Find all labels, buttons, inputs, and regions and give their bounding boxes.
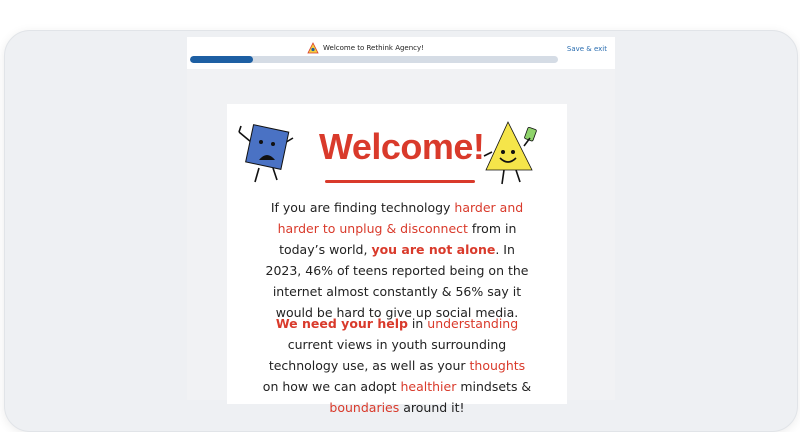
welcome-underline <box>325 180 475 183</box>
save-exit-button[interactable]: Save & exit <box>566 45 607 53</box>
page-title <box>323 41 424 55</box>
app-screen <box>187 37 615 415</box>
intro-text-3: . In 2023, 46% of teens reported being on the internet almost constantly & 56% say it would be hard to give up social media. <box>265 242 529 320</box>
help-highlight-need-help: We need your help <box>275 316 408 331</box>
happy-triangle-character-icon <box>482 116 542 188</box>
progress-bar <box>190 56 558 63</box>
page-title-text: Welcome to Rethink Agency! <box>323 44 424 52</box>
help-text-5: around it! <box>399 400 465 415</box>
intro-highlight-not-alone: you are not alone <box>371 242 496 257</box>
intro-text-1: If you are finding technology <box>270 200 455 215</box>
progress-fill <box>190 56 253 63</box>
welcome-header <box>227 104 567 194</box>
help-text-1: in <box>407 316 428 331</box>
top-bar <box>187 37 615 69</box>
welcome-heading: Welcome! <box>319 126 485 167</box>
help-text-3: on how we can adopt <box>262 379 401 394</box>
intro-highlight-unplug: harder and harder to unplug & disconnect <box>277 200 524 236</box>
help-highlight-healthier: healthier <box>400 379 457 394</box>
help-paragraph <box>262 313 532 418</box>
help-highlight-thoughts: thoughts <box>469 358 526 373</box>
help-text-4: mindsets & <box>456 379 532 394</box>
rethink-logo-icon <box>307 42 319 54</box>
intro-paragraph <box>262 197 532 323</box>
welcome-card <box>227 104 567 415</box>
help-text-2: current views in youth surrounding technology use, as well as your <box>268 337 507 373</box>
intro-text-2: from in today’s world, <box>279 221 517 257</box>
help-highlight-understanding: understanding <box>427 316 519 331</box>
sad-square-character-icon <box>237 116 297 188</box>
help-highlight-boundaries: boundaries <box>329 400 400 415</box>
